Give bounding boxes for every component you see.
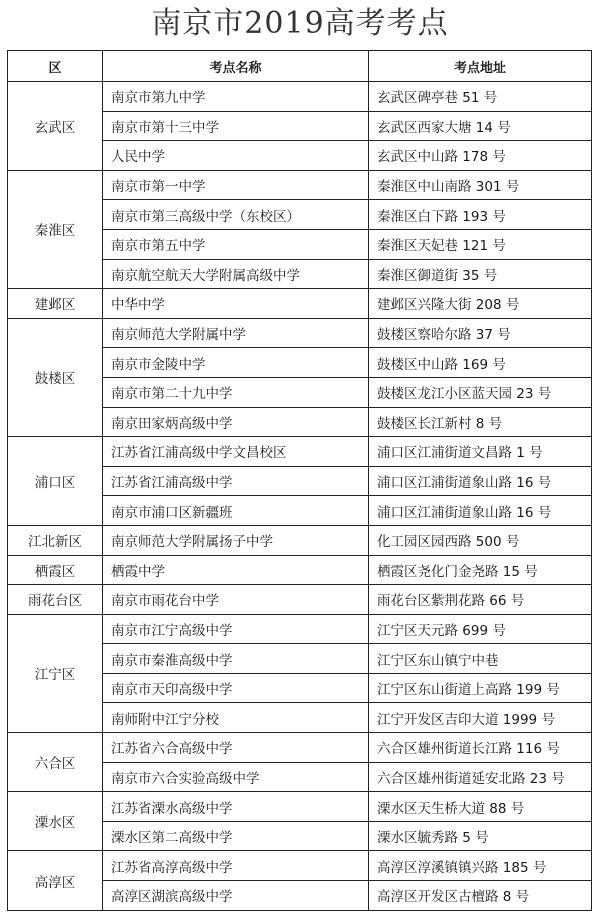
table-row (8, 614, 592, 644)
table-row (8, 170, 592, 200)
school-address-cell: 鼓楼区龙江小区蓝天园 23 号 (369, 377, 592, 407)
school-name-cell: 溧水区第二高级中学 (103, 821, 369, 851)
school-address-cell: 浦口区江浦街道文昌路 1 号 (369, 437, 592, 467)
school-address-cell: 建邺区兴隆大街 208 号 (369, 289, 592, 319)
school-address-cell: 江宁开发区吉印大道 1999 号 (369, 703, 592, 733)
school-name-cell: 高淳区湖滨高级中学 (103, 881, 369, 911)
school-address-cell: 江宁区东山镇宁中巷 (369, 644, 592, 674)
school-name-cell: 人民中学 (103, 141, 369, 171)
school-address-cell: 江宁区东山街道上高路 199 号 (369, 673, 592, 703)
school-name-cell: 江苏省溧水高级中学 (103, 792, 369, 822)
school-address-cell: 六合区雄州街道延安北路 23 号 (369, 762, 592, 792)
table-row (8, 851, 592, 881)
school-name-cell: 江苏省江浦高级中学文昌校区 (103, 437, 369, 467)
table-row (8, 525, 592, 555)
school-address-cell: 化工园区园西路 500 号 (369, 525, 592, 555)
school-name-cell: 中华中学 (103, 289, 369, 319)
table-row (8, 792, 592, 822)
school-name-cell: 江苏省江浦高级中学 (103, 466, 369, 496)
district-cell: 浦口区 (8, 437, 103, 526)
district-cell: 建邺区 (8, 289, 103, 319)
header-school: 考点名称 (103, 51, 369, 82)
school-address-cell: 溧水区毓秀路 5 号 (369, 821, 592, 851)
school-address-cell: 高淳区开发区古檀路 8 号 (369, 881, 592, 911)
school-name-cell: 南京师范大学附属中学 (103, 318, 369, 348)
table-row (8, 733, 592, 763)
school-name-cell: 南京师范大学附属扬子中学 (103, 525, 369, 555)
school-address-cell: 溧水区天生桥大道 88 号 (369, 792, 592, 822)
school-name-cell: 栖霞中学 (103, 555, 369, 585)
school-address-cell: 浦口区江浦街道象山路 16 号 (369, 496, 592, 526)
district-cell: 鼓楼区 (8, 318, 103, 436)
district-cell: 雨花台区 (8, 585, 103, 615)
school-address-cell: 秦淮区天妃巷 121 号 (369, 229, 592, 259)
school-address-cell: 秦淮区御道街 35 号 (369, 259, 592, 289)
district-cell: 六合区 (8, 733, 103, 792)
header-address: 考点地址 (369, 51, 592, 82)
school-name-cell: 南京市六合实验高级中学 (103, 762, 369, 792)
table-row (8, 318, 592, 348)
school-address-cell: 玄武区碑亭巷 51 号 (369, 82, 592, 112)
school-name-cell: 南师附中江宁分校 (103, 703, 369, 733)
school-name-cell: 南京田家炳高级中学 (103, 407, 369, 437)
table-row (8, 289, 592, 319)
school-address-cell: 六合区雄州街道长江路 116 号 (369, 733, 592, 763)
school-name-cell: 南京市金陵中学 (103, 348, 369, 378)
school-name-cell: 南京市第九中学 (103, 82, 369, 112)
school-address-cell: 鼓楼区中山路 169 号 (369, 348, 592, 378)
school-address-cell: 秦淮区中山南路 301 号 (369, 170, 592, 200)
table-row (8, 437, 592, 467)
school-name-cell: 南京市浦口区新疆班 (103, 496, 369, 526)
school-name-cell: 南京市第一中学 (103, 170, 369, 200)
table-body (8, 82, 592, 911)
school-name-cell: 南京市第十三中学 (103, 111, 369, 141)
school-name-cell: 南京市第二十九中学 (103, 377, 369, 407)
school-name-cell: 南京市秦淮高级中学 (103, 644, 369, 674)
school-address-cell: 玄武区西家大塘 14 号 (369, 111, 592, 141)
district-cell: 秦淮区 (8, 170, 103, 288)
school-address-cell: 玄武区中山路 178 号 (369, 141, 592, 171)
header-district: 区 (8, 51, 103, 82)
school-name-cell: 南京市江宁高级中学 (103, 614, 369, 644)
district-cell: 江宁区 (8, 614, 103, 732)
table-row (8, 555, 592, 585)
district-cell: 栖霞区 (8, 555, 103, 585)
school-address-cell: 鼓楼区长江新村 8 号 (369, 407, 592, 437)
district-cell: 江北新区 (8, 525, 103, 555)
school-name-cell: 南京市天印高级中学 (103, 673, 369, 703)
district-cell: 高淳区 (8, 851, 103, 910)
school-name-cell: 江苏省六合高级中学 (103, 733, 369, 763)
school-address-cell: 栖霞区尧化门金尧路 15 号 (369, 555, 592, 585)
school-name-cell: 江苏省高淳高级中学 (103, 851, 369, 881)
school-address-cell: 鼓楼区察哈尔路 37 号 (369, 318, 592, 348)
school-address-cell: 秦淮区白下路 193 号 (369, 200, 592, 230)
district-cell: 玄武区 (8, 82, 103, 171)
school-name-cell: 南京航空航天大学附属高级中学 (103, 259, 369, 289)
school-name-cell: 南京市雨花台中学 (103, 585, 369, 615)
table-row (8, 82, 592, 112)
table-row (8, 585, 592, 615)
exam-site-table (7, 50, 592, 911)
table-header-row (8, 51, 592, 82)
school-name-cell: 南京市第三高级中学（东校区） (103, 200, 369, 230)
school-address-cell: 雨花台区紫荆花路 66 号 (369, 585, 592, 615)
school-address-cell: 高淳区淳溪镇镇兴路 185 号 (369, 851, 592, 881)
school-address-cell: 江宁区天元路 699 号 (369, 614, 592, 644)
page-title: 南京市2019高考考点 (151, 6, 449, 41)
school-name-cell: 南京市第五中学 (103, 229, 369, 259)
district-cell: 溧水区 (8, 792, 103, 851)
school-address-cell: 浦口区江浦街道象山路 16 号 (369, 466, 592, 496)
